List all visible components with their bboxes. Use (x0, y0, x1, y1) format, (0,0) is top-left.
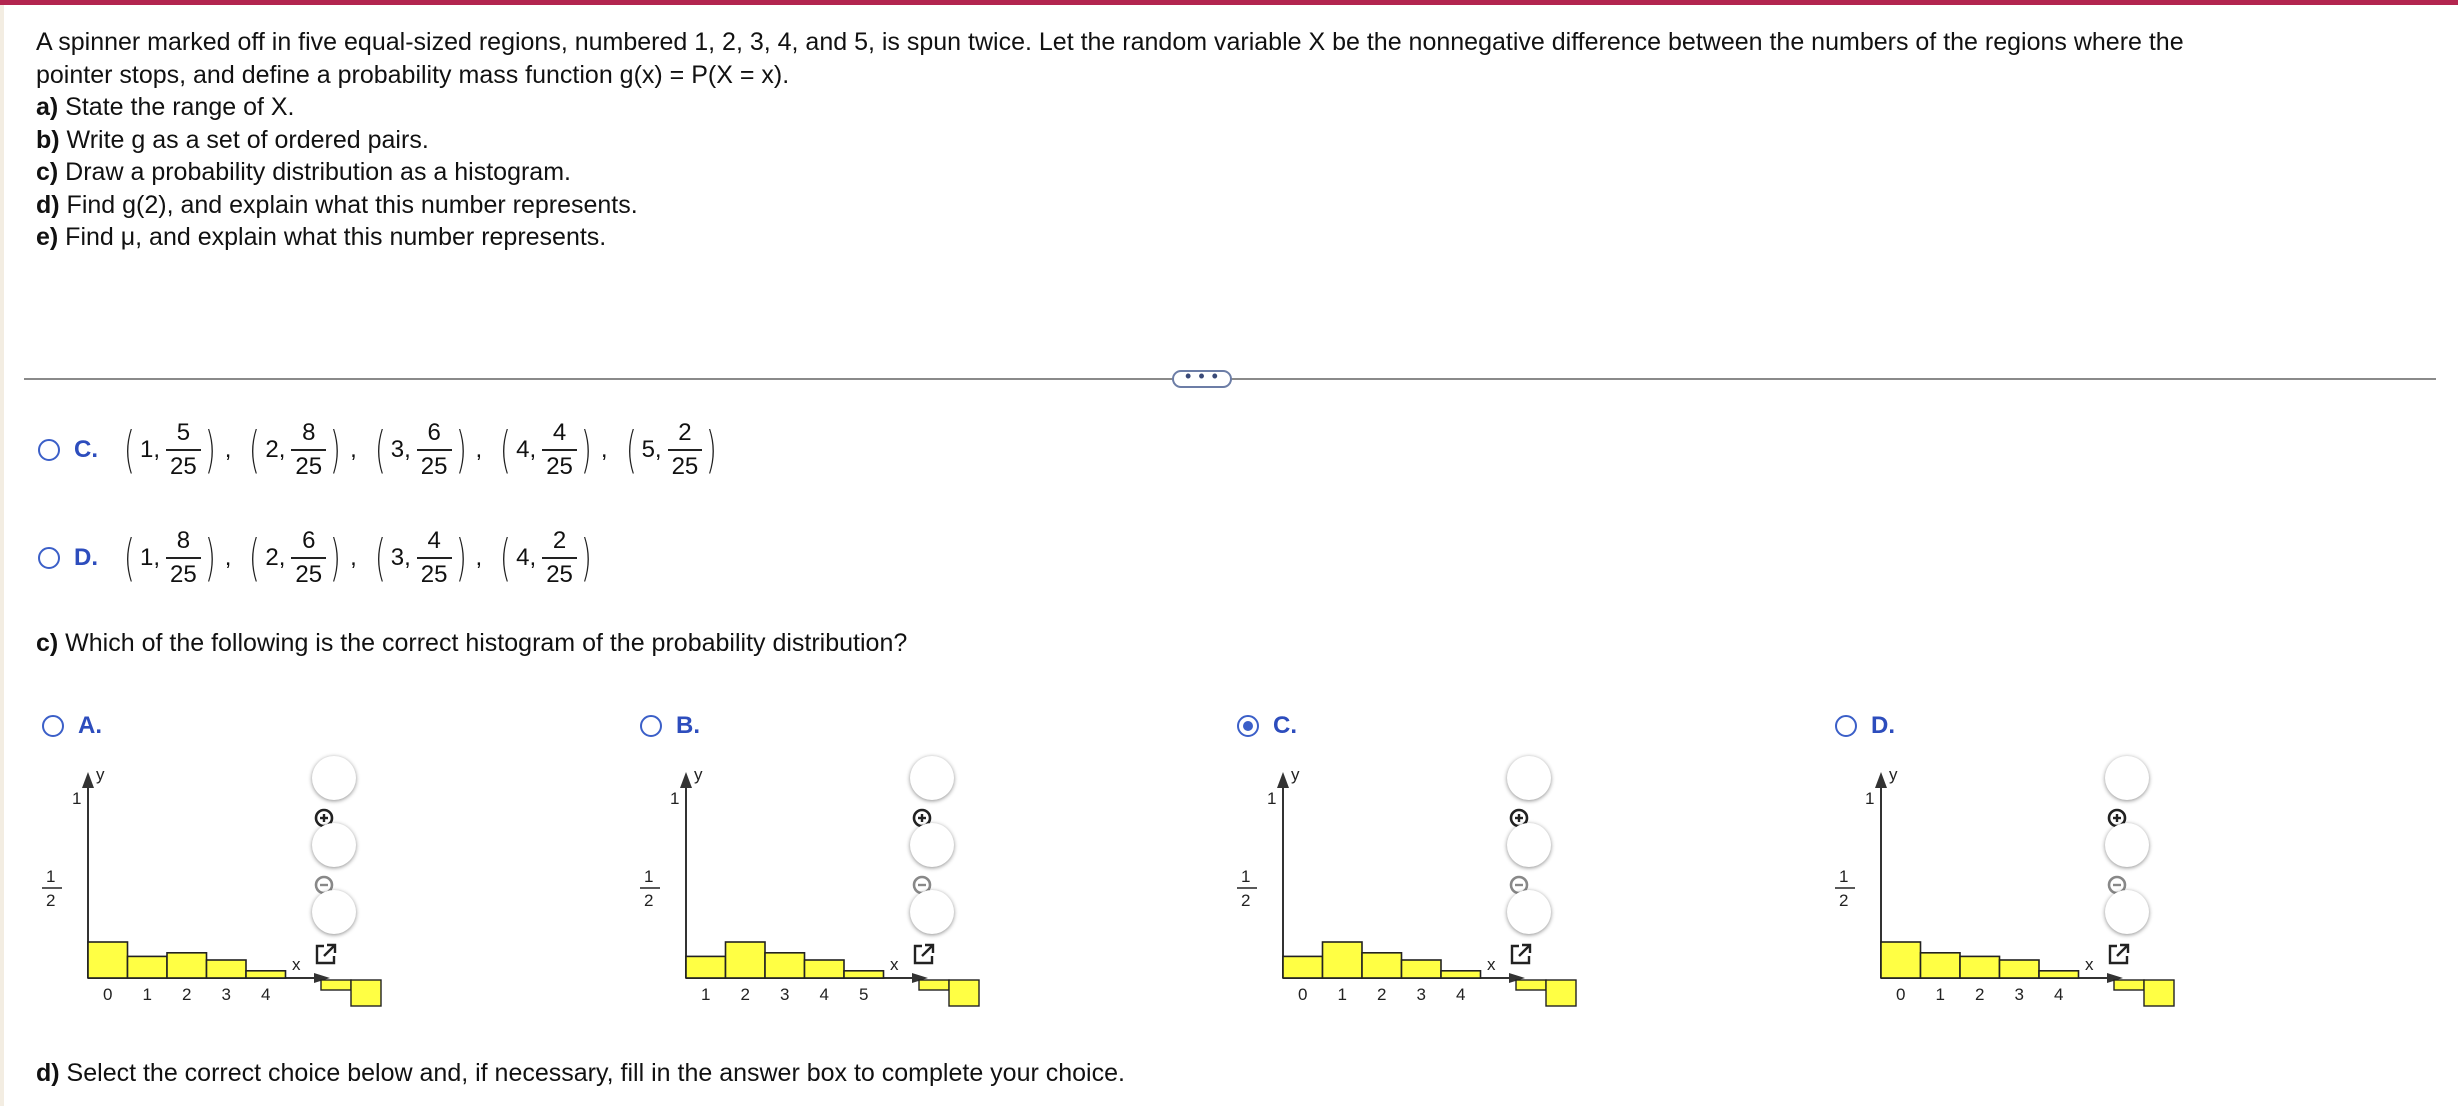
y-axis-arrow (1875, 772, 1887, 788)
radio-button[interactable] (640, 715, 662, 737)
expand-more-button[interactable]: • • • (1172, 370, 1232, 388)
x-tick-label: 3 (221, 985, 231, 1004)
part-b-label: b) (36, 125, 60, 154)
y-tick-label-1: 1 (1267, 789, 1277, 808)
option-letter: C. (74, 436, 98, 463)
histogram-bar (726, 942, 766, 978)
right-paren: ) (455, 529, 467, 587)
ordered-pair (245, 420, 344, 480)
ordered-pair (496, 528, 595, 588)
numerator: 5 (176, 419, 191, 446)
pair-probability (542, 420, 577, 480)
part-a-label: a) (36, 93, 59, 121)
pair-separator: , (224, 544, 232, 571)
radio-button[interactable] (42, 715, 64, 737)
part-c-text: Draw a probability distribution as a histogram. (58, 158, 571, 186)
x-tick-label: 5 (859, 985, 869, 1004)
pair-x: 5, (641, 436, 662, 463)
histogram-bar (128, 956, 168, 978)
pair-x: 3, (390, 436, 411, 463)
pair-probability (291, 528, 326, 588)
y-tick-half-numerator: 1 (46, 867, 56, 886)
right-paren: ) (706, 421, 718, 479)
right-paren: ) (580, 421, 592, 479)
pair-separator: , (600, 436, 608, 463)
y-tick-half-numerator: 1 (644, 867, 654, 886)
problem-intro-line1: A spinner marked off in five equal-sized regions, numbered 1, 2, 3, 4, and 5, is spun twice. Let the random variable X be the nonnegative difference between the numbers of the regions where the (36, 28, 2184, 56)
pair-x: 2, (265, 436, 286, 463)
problem-statement (36, 26, 2416, 254)
numerator: 4 (427, 527, 441, 554)
x-tick-label: 4 (1456, 985, 1466, 1004)
histogram-option-letter: A. (78, 712, 102, 739)
histogram-header (1835, 712, 1917, 740)
x-tick-label: 3 (1416, 985, 1426, 1004)
y-tick-label-1: 1 (1865, 789, 1875, 808)
histogram-bar (1362, 953, 1402, 978)
option-letter: D. (74, 544, 98, 571)
pair-probability (417, 528, 452, 588)
legend-swatch-small (919, 980, 949, 990)
y-axis-arrow (680, 772, 692, 788)
open-in-new-window-button[interactable] (1507, 890, 1551, 934)
pair-probability (668, 420, 703, 480)
histogram-bar (1402, 960, 1442, 978)
x-tick-label: 0 (1896, 985, 1906, 1004)
answer-option-d[interactable] (38, 528, 595, 588)
x-tick-label: 2 (182, 985, 192, 1004)
y-tick-half-denominator: 2 (1839, 891, 1849, 910)
y-axis-label: y (1291, 765, 1300, 784)
numerator: 8 (302, 419, 316, 446)
pair-x: 1, (140, 544, 161, 571)
zoom-in-button[interactable] (312, 756, 356, 800)
question-c-text: Which of the following is the correct histogram of the probability distribution? (58, 629, 908, 657)
ordered-pair (120, 420, 219, 480)
legend-swatch-large (2144, 980, 2174, 1006)
histogram-bar (1921, 953, 1961, 978)
histogram-header (42, 712, 124, 740)
histogram-bar (1960, 956, 2000, 978)
right-paren: ) (330, 529, 341, 587)
pair-probability (417, 420, 452, 480)
pair-separator: , (350, 436, 357, 463)
right-paren: ) (455, 421, 467, 479)
histogram-bar (1283, 956, 1323, 978)
part-e-text: Find μ, and explain what this number represents. (58, 223, 607, 251)
zoom-out-button[interactable] (312, 823, 356, 867)
histogram-bar (1441, 971, 1481, 978)
zoom-out-button[interactable] (1507, 823, 1551, 867)
histogram-bar (2000, 960, 2040, 978)
left-paren: ( (249, 529, 261, 587)
denominator: 25 (417, 449, 452, 480)
numerator: 6 (302, 527, 316, 554)
x-axis-label: x (292, 955, 301, 974)
y-tick-half-denominator: 2 (1241, 891, 1251, 910)
zoom-in-button[interactable] (2105, 756, 2149, 800)
y-tick-half-numerator: 1 (1241, 867, 1251, 886)
x-tick-label: 0 (1298, 985, 1308, 1004)
histogram-plot (634, 758, 1014, 1028)
histogram-bar (207, 960, 247, 978)
pair-separator: , (350, 544, 357, 571)
histogram-plot (1231, 758, 1611, 1028)
radio-button[interactable] (1237, 715, 1259, 737)
histogram-plot (36, 758, 416, 1028)
part-b-text: Write g as a set of ordered pairs. (59, 125, 429, 154)
answer-option-c[interactable] (38, 420, 720, 480)
left-paren: ( (625, 421, 637, 479)
left-paren: ( (124, 421, 135, 479)
zoom-out-button[interactable] (910, 823, 954, 867)
pair-x: 4, (516, 544, 537, 571)
histogram-bar (1881, 942, 1921, 978)
pair-separator: , (475, 544, 483, 571)
legend-swatch-small (321, 980, 351, 990)
y-tick-half-numerator: 1 (1839, 867, 1849, 886)
zoom-in-button[interactable] (1507, 756, 1551, 800)
right-paren: ) (204, 421, 216, 479)
histogram-bar (88, 942, 128, 978)
pair-separator: , (224, 436, 232, 463)
radio-button[interactable] (38, 547, 60, 569)
pair-x: 4, (516, 436, 537, 463)
question-d-label: d) (36, 1059, 60, 1087)
x-tick-label: 2 (1377, 985, 1387, 1004)
part-b (36, 124, 2416, 157)
open-in-new-window-button[interactable] (910, 890, 954, 934)
left-paren: ( (374, 421, 386, 479)
histogram-bar (765, 953, 805, 978)
numerator: 4 (552, 419, 567, 446)
zoom-in-button[interactable] (910, 756, 954, 800)
ordered-pairs (120, 528, 595, 588)
x-axis-label: x (890, 955, 899, 974)
histogram-header (1237, 712, 1319, 740)
x-tick-label: 1 (1337, 985, 1347, 1004)
histogram-header (640, 712, 722, 740)
top-accent-bar (0, 0, 2458, 5)
y-axis-arrow (1277, 772, 1289, 788)
part-e (36, 221, 2416, 254)
legend-swatch-small (2114, 980, 2144, 990)
radio-button[interactable] (1835, 715, 1857, 737)
numerator: 2 (552, 527, 567, 554)
histogram-option-letter: B. (676, 712, 700, 739)
denominator: 25 (166, 449, 201, 480)
x-tick-label: 1 (142, 985, 152, 1004)
x-axis-label: x (1487, 955, 1496, 974)
question-c-label: c) (36, 629, 59, 657)
x-tick-label: 1 (1935, 985, 1945, 1004)
y-axis-label: y (694, 765, 703, 784)
x-tick-label: 4 (819, 985, 829, 1004)
ordered-pair (371, 528, 470, 588)
y-axis-label: y (96, 765, 105, 784)
right-paren: ) (330, 421, 341, 479)
ordered-pairs (120, 420, 720, 480)
denominator: 25 (417, 557, 452, 588)
ordered-pair (496, 420, 595, 480)
right-paren: ) (204, 529, 216, 587)
pair-probability (166, 528, 201, 588)
numerator: 6 (427, 419, 441, 446)
question-c (36, 629, 907, 658)
left-accent-bar (0, 5, 4, 1106)
y-tick-half-denominator: 2 (46, 891, 56, 910)
histogram-option-a[interactable] (36, 708, 456, 1028)
part-a (36, 91, 2416, 124)
x-tick-label: 2 (1975, 985, 1985, 1004)
histogram-bar (1323, 942, 1363, 978)
part-c (36, 156, 2416, 189)
y-axis-label: y (1889, 765, 1898, 784)
x-tick-label: 4 (2054, 985, 2064, 1004)
ordered-pair (120, 528, 219, 588)
ordered-pair (622, 420, 721, 480)
denominator: 25 (542, 557, 577, 588)
pair-separator: , (475, 436, 483, 463)
zoom-out-button[interactable] (2105, 823, 2149, 867)
pair-x: 2, (265, 544, 286, 571)
ordered-pair (371, 420, 470, 480)
denominator: 25 (291, 557, 326, 588)
histogram-plot (1829, 758, 2209, 1028)
open-in-new-window-button[interactable] (312, 890, 356, 934)
pair-x: 3, (390, 544, 411, 571)
legend-swatch-large (351, 980, 381, 1006)
y-tick-label-1: 1 (670, 789, 680, 808)
histogram-bar (246, 971, 286, 978)
question-d (36, 1059, 1125, 1088)
y-tick-label-1: 1 (72, 789, 82, 808)
denominator: 25 (166, 557, 201, 588)
x-tick-label: 3 (2014, 985, 2024, 1004)
open-in-new-window-button[interactable] (2105, 890, 2149, 934)
histogram-option-letter: D. (1871, 712, 1895, 739)
legend-swatch-small (1516, 980, 1546, 990)
histogram-option-d[interactable] (1829, 708, 2249, 1028)
denominator: 25 (668, 449, 703, 480)
histogram-bar (686, 956, 726, 978)
part-c-label: c) (36, 158, 59, 186)
left-paren: ( (374, 529, 386, 587)
x-axis-label: x (2085, 955, 2094, 974)
part-e-label: e) (36, 223, 59, 251)
histogram-option-letter: C. (1273, 712, 1297, 739)
pair-probability (542, 528, 577, 588)
ordered-pair (245, 528, 344, 588)
left-paren: ( (124, 529, 135, 587)
right-paren: ) (580, 529, 592, 587)
histogram-bar (2039, 971, 2079, 978)
denominator: 25 (542, 449, 577, 480)
part-d-text: Find g(2), and explain what this number represents. (59, 190, 638, 219)
x-tick-label: 4 (261, 985, 271, 1004)
denominator: 25 (291, 449, 326, 480)
radio-button[interactable] (38, 439, 60, 461)
x-tick-label: 1 (701, 985, 711, 1004)
histogram-bar (844, 971, 884, 978)
pair-x: 1, (140, 436, 161, 463)
legend-swatch-large (1546, 980, 1576, 1006)
left-paren: ( (500, 421, 511, 479)
x-tick-label: 2 (740, 985, 750, 1004)
part-d-label: d) (36, 190, 60, 219)
numerator: 2 (678, 419, 692, 446)
x-tick-label: 0 (103, 985, 113, 1004)
left-paren: ( (249, 421, 261, 479)
y-axis-arrow (82, 772, 94, 788)
histogram-bar (805, 960, 845, 978)
numerator: 8 (176, 527, 191, 554)
question-d-text: Select the correct choice below and, if necessary, fill in the answer box to complete your choice. (59, 1059, 1125, 1087)
pair-probability (291, 420, 326, 480)
pair-probability (166, 420, 201, 480)
part-a-text: State the range of X. (58, 93, 295, 121)
legend-swatch-large (949, 980, 979, 1006)
part-d (36, 189, 2416, 222)
left-paren: ( (500, 529, 511, 587)
y-tick-half-denominator: 2 (644, 891, 654, 910)
histogram-option-b[interactable] (634, 708, 1054, 1028)
x-tick-label: 3 (780, 985, 790, 1004)
histogram-option-c[interactable] (1231, 708, 1651, 1028)
problem-intro-line2: pointer stops, and define a probability mass function g(x) = P(X = x). (36, 60, 790, 89)
histogram-bar (167, 953, 207, 978)
